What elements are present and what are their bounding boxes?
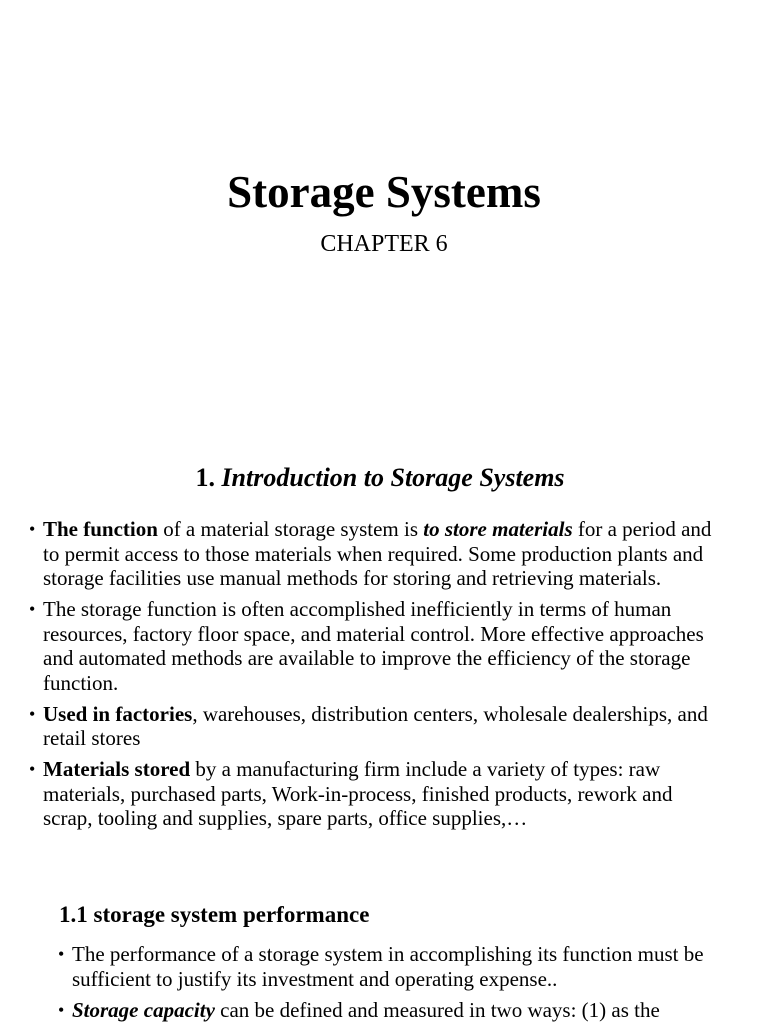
list-item [29,757,723,831]
bullet-icon: • [58,999,65,1020]
list-item [58,997,732,1023]
page-title: Storage Systems [227,167,541,217]
emphasis-term: to store materials [423,517,573,541]
bullet-icon: • [29,599,36,619]
body-text: The performance of a storage system in accomplishing its function must be sufficient to justify its investment and operating expense.. [72,942,704,991]
bullet-icon: • [58,944,65,964]
bold-term: Materials stored [43,757,191,781]
body-text: , warehouses, distribution centers, wholesale dealerships, and retail stores [43,701,708,750]
emphasis-term: Storage capacity [72,997,215,1022]
list-item [58,942,732,991]
performance-bullet-list [58,942,732,1029]
list-item [29,517,723,591]
intro-bullet-list [29,517,723,837]
body-text: of a material storage system is [157,517,424,541]
section-number: 1. [195,463,215,492]
body-text: by a manufacturing firm include a variety of types: raw materials, purchased parts, Work-in-process, finished products, rework and scrap, tooling and supplies, spare parts, office supplies,… [43,757,673,830]
bullet-icon: • [29,519,36,539]
bullet-icon: • [29,759,36,779]
body-text: for a period and to permit access to those materials when required. Some production plants and storage facilities use manual methods for storing and retrieving materials. [43,517,712,590]
bullet-icon: • [29,703,36,724]
list-item [29,701,723,751]
body-text: The storage function is often accomplished inefficiently in terms of human resources, factory floor space, and material control. More effective approaches and automated methods are available to improve the efficiency of the storage function. [43,597,704,695]
section-title: Introduction to Storage Systems [221,463,565,492]
chapter-label: CHAPTER 6 [320,231,448,257]
section-heading [0,462,760,494]
bold-term: Used in factories [43,701,193,726]
body-text: can be defined and measured in two ways: (1) as the [214,997,660,1022]
subsection-heading: 1.1 storage system performance [59,902,370,927]
bold-term: The function [43,517,158,541]
list-item [29,597,723,695]
